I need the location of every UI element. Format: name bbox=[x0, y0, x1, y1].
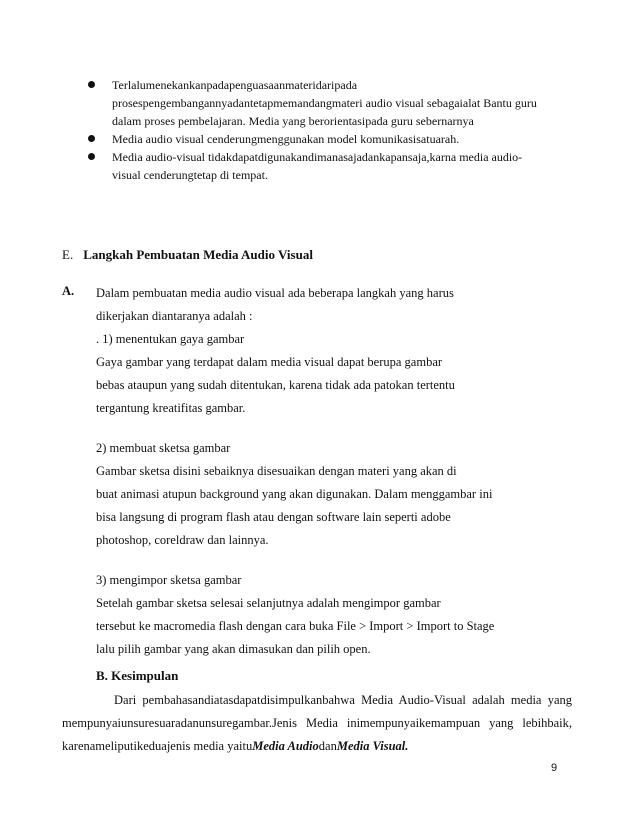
bullet-line: dalam proses pembelajaran. Media yang berorientasipada guru sebernarnya bbox=[112, 114, 474, 128]
step3-line: lalu pilih gambar yang akan dimasukan dan pilih open. bbox=[96, 642, 371, 656]
bullet-icon bbox=[88, 81, 95, 88]
bullet-text bbox=[112, 76, 572, 130]
section-letter: E. bbox=[62, 247, 74, 262]
step3-title: 3) mengimpor sketsa gambar bbox=[96, 573, 242, 587]
spacer bbox=[96, 422, 572, 439]
intro-line: Dalam pembuatan media audio visual ada beberapa langkah yang harus bbox=[96, 286, 454, 300]
step2-line: Gambar sketsa disini sebaiknya disesuaikan dengan materi yang akan di bbox=[96, 464, 457, 478]
step2-line: bisa langsung di program flash atau dengan software lain seperti adobe bbox=[96, 510, 451, 524]
step1-title: . 1) menentukan gaya gambar bbox=[96, 332, 245, 346]
emphasis-media-visual: Media Visual bbox=[336, 739, 406, 753]
step2-title: 2) membuat sketsa gambar bbox=[96, 441, 231, 455]
list-item bbox=[88, 76, 572, 130]
steps-body bbox=[96, 284, 572, 663]
bullet-line: Terlalumenekankanpadapenguasaanmateridaripada bbox=[112, 78, 358, 92]
step1-line: tergantung kreatifitas gambar. bbox=[96, 401, 246, 415]
step1-line: bebas ataupun yang sudah ditentukan, karena tidak ada patokan tertentu bbox=[96, 378, 455, 392]
conclusion-text: dan bbox=[318, 739, 337, 753]
conclusion-line bbox=[62, 737, 572, 760]
step2-line: buat animasi atupun background yang akan digunakan. Dalam menggambar ini bbox=[96, 487, 493, 501]
bullet-line: Media audio visual cenderungmenggunakan model komunikasisatuarah. bbox=[112, 132, 460, 146]
bullet-icon bbox=[88, 135, 95, 142]
list-item bbox=[88, 130, 572, 148]
item-label: A. bbox=[62, 284, 75, 298]
section-heading-e bbox=[62, 247, 313, 263]
emphasis-media-audio: Media Audio bbox=[252, 739, 319, 753]
conclusion-paragraph bbox=[62, 691, 572, 760]
section-title: Langkah Pembuatan Media Audio Visual bbox=[83, 247, 313, 262]
bullet-text bbox=[112, 148, 572, 184]
bullet-line: Media audio-visual tidakdapatdigunakandimanasajadankapansaja,karna media audio- bbox=[112, 150, 523, 164]
conclusion-heading: B. Kesimpulan bbox=[96, 668, 179, 683]
step2-line: photoshop, coreldraw dan lainnya. bbox=[96, 533, 269, 547]
intro-line: dikerjakan diantaranya adalah : bbox=[96, 309, 253, 323]
bullet-icon bbox=[88, 153, 95, 160]
bullet-line: visual cenderungtetap di tempat. bbox=[112, 168, 268, 182]
step3-line: tersebut ke macromedia flash dengan cara buka File > Import > Import to Stage bbox=[96, 619, 495, 633]
bullet-line: prosespengembangannyadantetapmemandangmateri audio visual sebagaialat Bantu guru bbox=[112, 96, 537, 110]
conclusion-text: karenameliputikeduajenis media yaitu bbox=[62, 739, 253, 753]
conclusion-line: Dari pembahasandiatasdapatdisimpulkanbahwa Media Audio-Visual adalah media yang bbox=[114, 693, 572, 707]
bullet-text bbox=[112, 130, 572, 148]
step3-line: Setelah gambar sketsa selesai selanjutnya adalah mengimpor gambar bbox=[96, 596, 441, 610]
step1-line: Gaya gambar yang terdapat dalam media visual dapat berupa gambar bbox=[96, 355, 443, 369]
conclusion-line: mempunyaiunsuresuaradanunsuregambar.Jenis Media inimempunyaikemampuan yang lebihbaik, bbox=[62, 716, 572, 730]
conclusion-period: . bbox=[405, 739, 409, 753]
spacer bbox=[96, 554, 572, 571]
page-number: 9 bbox=[551, 762, 558, 774]
list-item bbox=[88, 148, 572, 184]
disadvantages-list bbox=[88, 76, 572, 184]
